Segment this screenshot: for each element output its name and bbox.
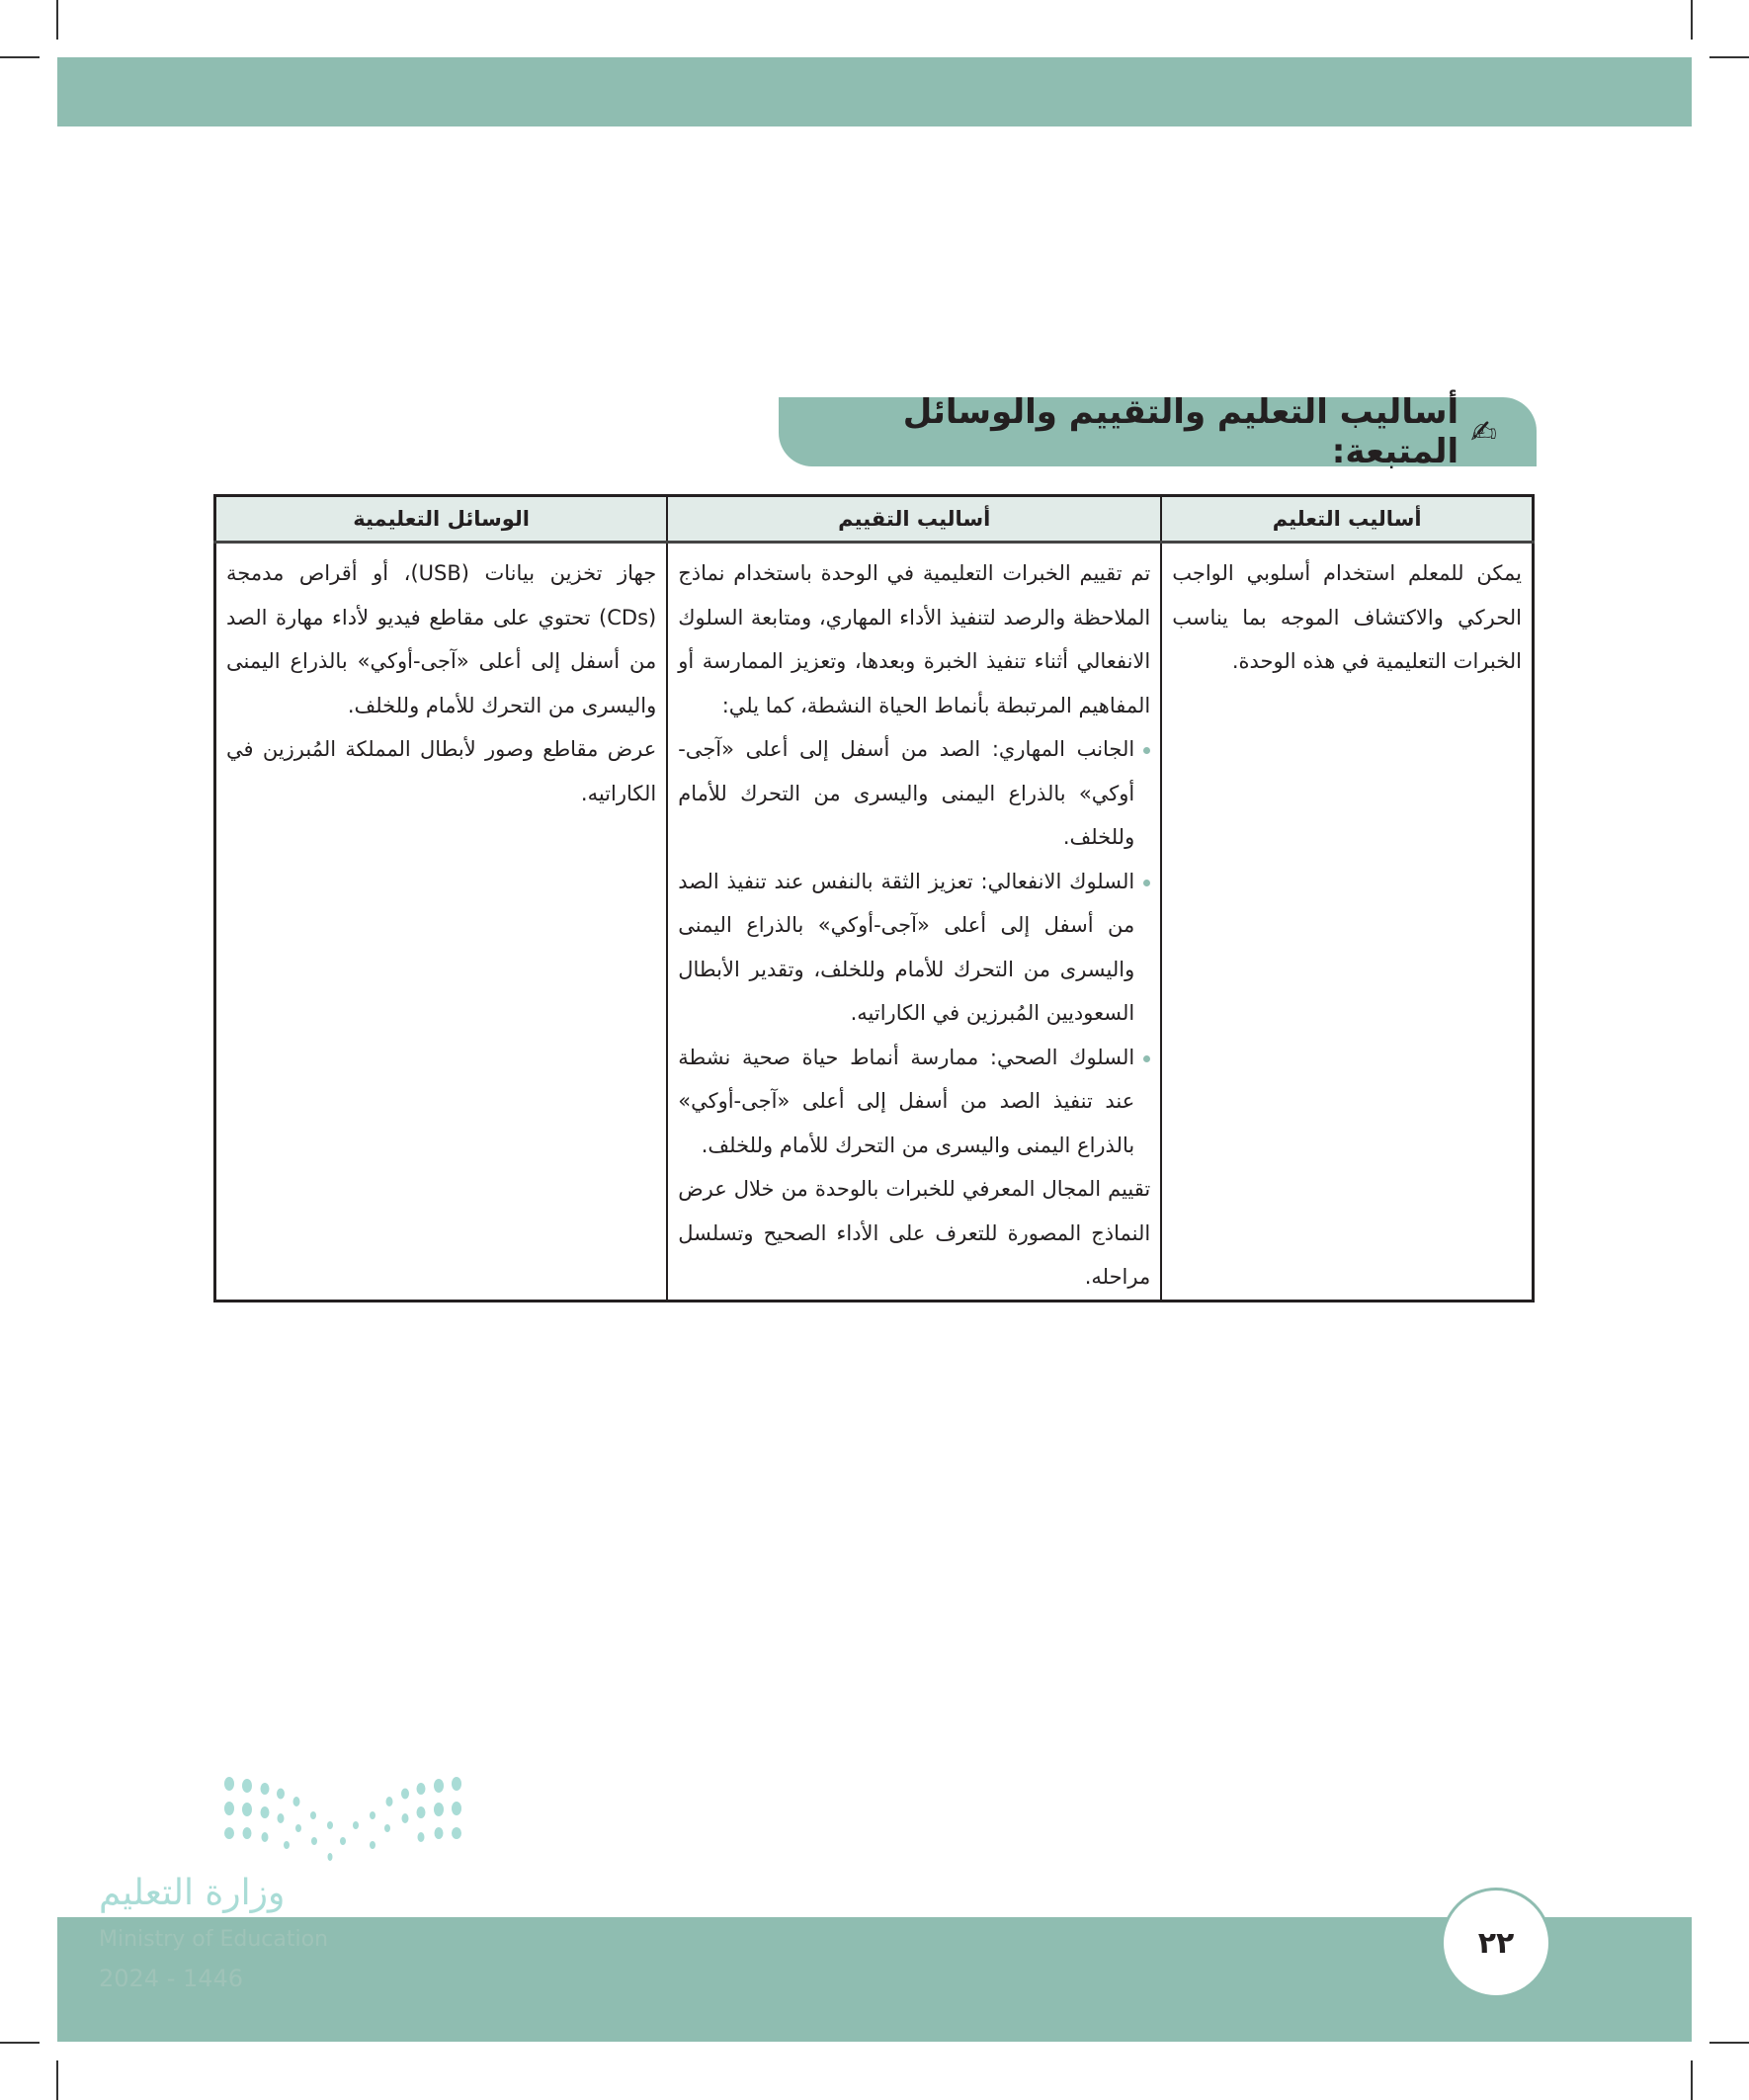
ministry-name-english: Ministry of Education <box>99 1927 329 1952</box>
header-band <box>57 57 1692 126</box>
teaching-text: يمكن للمعلم استخدام أسلوبي الواجب الحركي والاكتشاف الموجه بما يناسب الخبرات التعليمية في هذه الوحدة. <box>1172 561 1522 673</box>
crop-mark <box>1709 2042 1749 2044</box>
page-number: ٢٢ <box>1441 1888 1551 1998</box>
assessment-list <box>678 727 1150 1167</box>
cell-teaching <box>1161 543 1533 1302</box>
table-header-row <box>215 496 1534 543</box>
table-row <box>215 543 1534 1302</box>
cell-assessment <box>667 543 1161 1302</box>
header-teaching: أساليب التعليم <box>1161 496 1533 543</box>
edition-year: 2024 - 1446 <box>99 1965 244 1992</box>
crop-mark <box>56 0 58 40</box>
section-title-bar <box>779 392 1537 471</box>
writing-hand-icon: ✍ <box>1470 413 1497 451</box>
cell-materials <box>215 543 668 1302</box>
header-assessment: أساليب التقييم <box>667 496 1161 543</box>
crop-mark <box>56 2060 58 2100</box>
methods-table <box>213 494 1535 1302</box>
assessment-intro: تم تقييم الخبرات التعليمية في الوحدة باستخدام نماذج الملاحظة والرصد لتنفيذ الأداء المهاري، ومتابعة السلوك الانفعالي أثناء تنفيذ الخبرة وبعدها، وتعزيز الممارسة أو المفاهيم المرتبطة بأنماط الحياة النشطة، كما يلي: <box>678 561 1151 717</box>
crop-mark <box>1709 56 1749 58</box>
ministry-name-arabic: وزارة التعليم <box>99 1873 286 1913</box>
crop-mark <box>1691 2060 1693 2100</box>
materials-item: جهاز تخزين بيانات (USB)، أو أقراص مدمجة (CDs) تحتوي على مقاطع فيديو لأداء مهارة الصد من أسفل إلى أعلى «آجى-أوكي» بالذراع اليمنى واليسرى من التحرك للأمام وللخلف. <box>226 561 657 717</box>
section-title: أساليب التعليم والتقييم والوسائل المتبعة: <box>902 392 1459 471</box>
ministry-logo-icon <box>219 1774 466 1868</box>
header-materials: الوسائل التعليمية <box>215 496 668 543</box>
crop-mark <box>0 2042 40 2044</box>
crop-mark <box>1691 0 1693 40</box>
crop-mark <box>0 56 40 58</box>
list-item: السلوك الصحي: ممارسة أنماط حياة صحية نشطة عند تنفيذ الصد من أسفل إلى أعلى «آجى-أوكي» بالذراع اليمنى واليسرى من التحرك للأمام وللخلف. <box>678 1036 1150 1168</box>
materials-item: عرض مقاطع وصور لأبطال المملكة المُبرزين في الكاراتيه. <box>226 737 657 805</box>
assessment-closing: تقييم المجال المعرفي للخبرات بالوحدة من خلال عرض النماذج المصورة للتعرف على الأداء الصحيح وتسلسل مراحله. <box>678 1177 1151 1289</box>
list-item: السلوك الانفعالي: تعزيز الثقة بالنفس عند تنفيذ الصد من أسفل إلى أعلى «آجى-أوكي» بالذراع اليمنى واليسرى من التحرك للأمام وللخلف، وتقدير الأبطال السعوديين المُبرزين في الكاراتيه. <box>678 860 1150 1036</box>
list-item: الجانب المهاري: الصد من أسفل إلى أعلى «آجى-أوكي» بالذراع اليمنى واليسرى من التحرك للأمام وللخلف. <box>678 727 1150 860</box>
